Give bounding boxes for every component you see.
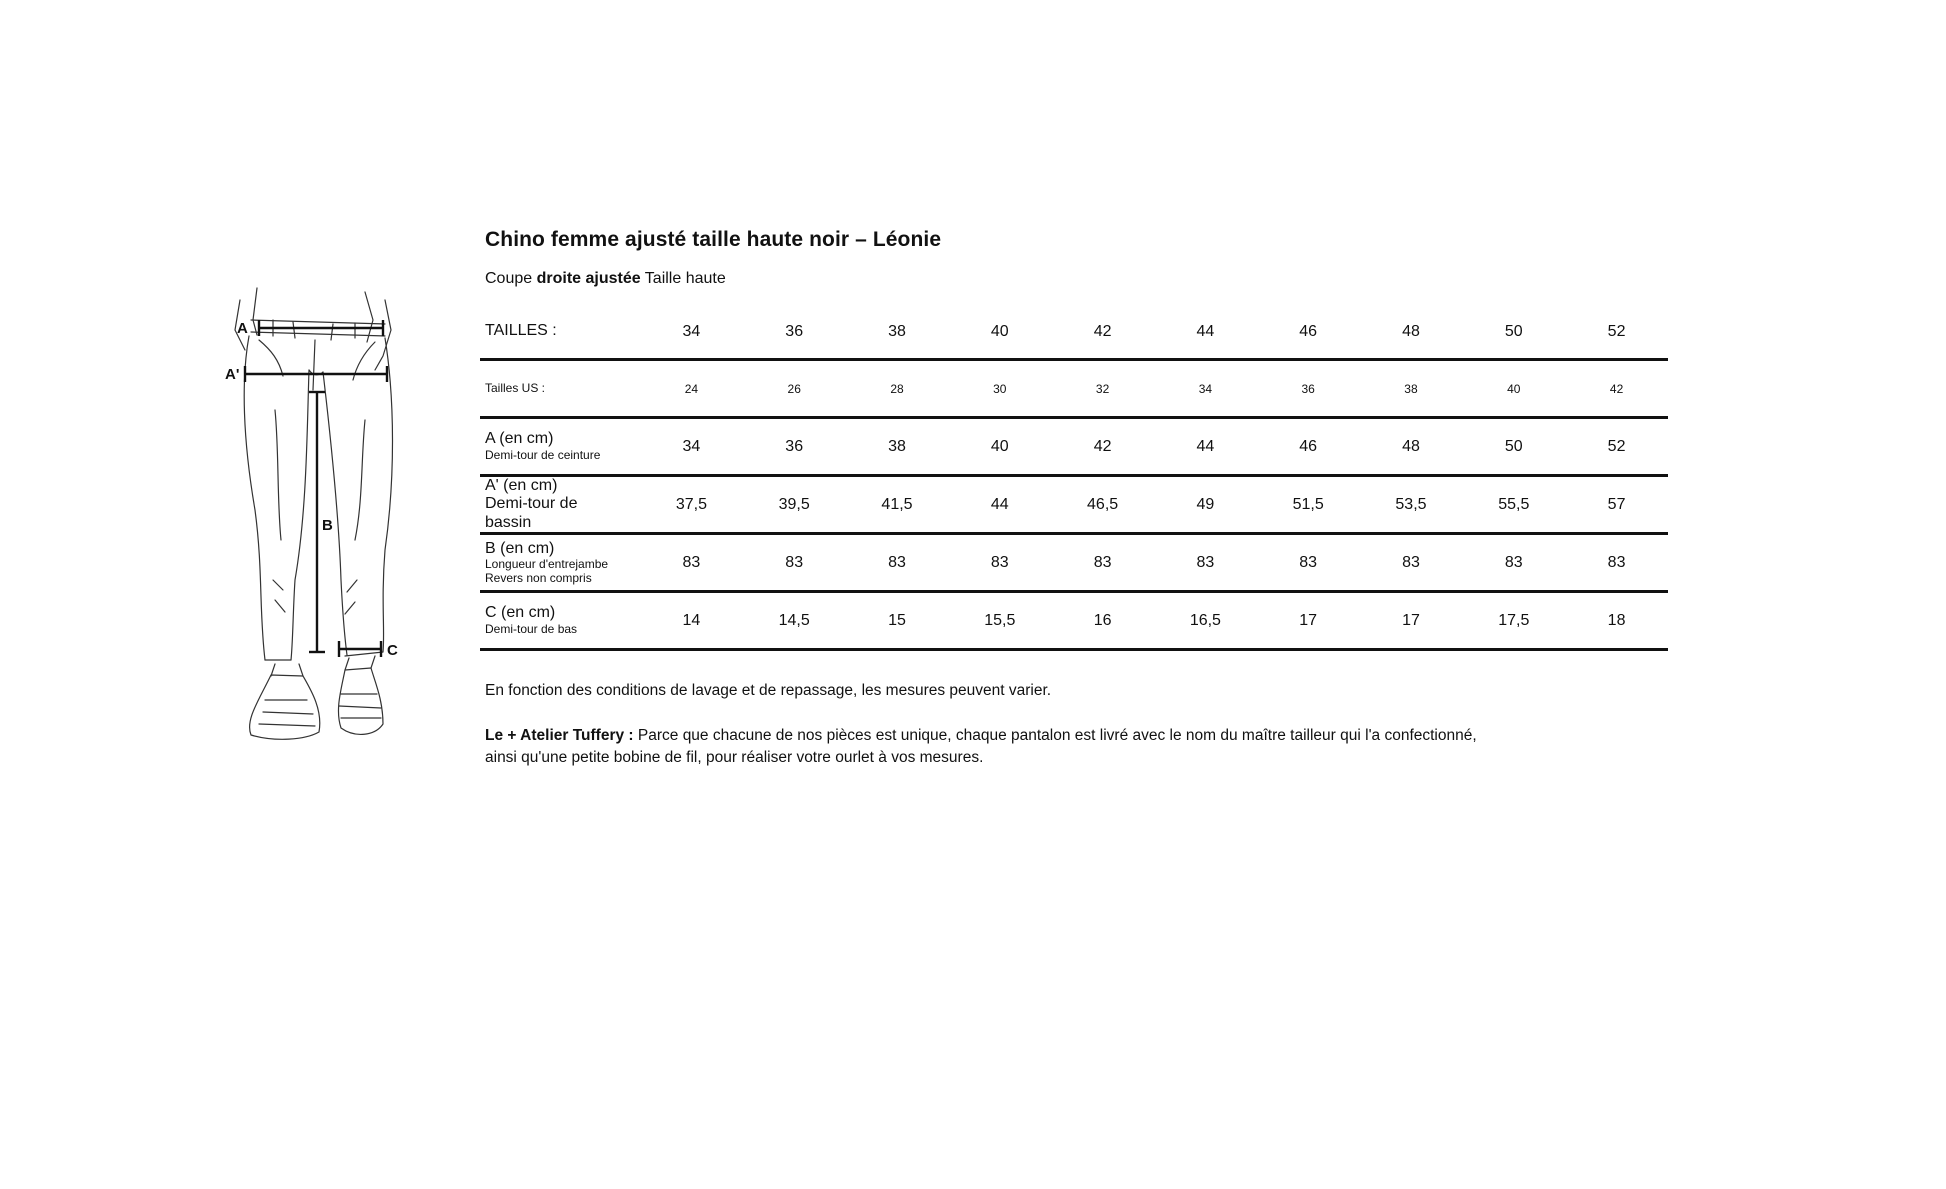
measurement-cell: 14: [682, 611, 701, 629]
size-cell: 44: [1196, 322, 1215, 340]
measurement-cell: 83: [990, 553, 1009, 571]
measurement-cell: 34: [682, 437, 701, 455]
measurement-cell: 15,5: [984, 611, 1016, 629]
size-cell: 38: [888, 322, 906, 340]
us-sizes-label: Tailles US :: [485, 380, 546, 395]
measurement-cell: 51,5: [1292, 495, 1324, 513]
us-size-cell: 30: [993, 381, 1007, 396]
measurement-cell: 14,5: [778, 611, 810, 629]
measurement-cell: 48: [1402, 437, 1420, 455]
measurement-cell: 17: [1299, 611, 1318, 629]
us-size-cell: 32: [1095, 381, 1110, 396]
product-fit-description: [485, 270, 726, 288]
measurement-cell: 53,5: [1395, 495, 1427, 513]
marker-b-label: B: [322, 517, 333, 534]
us-size-cell: 34: [1198, 381, 1213, 396]
measurement-cell: 49: [1196, 495, 1215, 513]
us-sizes-row: [480, 361, 1668, 419]
size-cell: 52: [1607, 322, 1626, 340]
measurement-cell: 15: [888, 611, 906, 629]
measurement-cell: 83: [1402, 553, 1420, 571]
measurement-cell: 36: [785, 437, 804, 455]
sizes-label: TAILLES :: [485, 322, 557, 340]
size-chart-table: [480, 305, 1668, 651]
row-label: [480, 382, 640, 396]
size-cell: 36: [785, 322, 804, 340]
size-chart-notes: [485, 680, 1505, 792]
measurement-row-a: [480, 419, 1668, 477]
fit-prefix: Coupe: [485, 270, 533, 287]
measurement-cell: 83: [682, 553, 701, 571]
measurement-cell: 55,5: [1498, 495, 1530, 513]
row-label: [480, 322, 640, 340]
us-size-cell: 42: [1609, 381, 1624, 396]
measurement-cell: 39,5: [778, 495, 810, 513]
us-size-cell: 38: [1404, 381, 1418, 396]
measurement-cell: 18: [1607, 611, 1626, 629]
atelier-note-heading: Le + Atelier Tuffery :: [485, 727, 634, 744]
washing-note: En fonction des conditions de lavage et de repassage, les mesures peuvent varier.: [485, 682, 1052, 699]
size-cell: 40: [990, 322, 1009, 340]
marker-a-prime-label: A': [225, 366, 240, 383]
measurement-row-a-prime: [480, 477, 1668, 535]
row-label: [480, 604, 640, 636]
measurement-cell: 46,5: [1087, 495, 1119, 513]
measurement-cell: 16,5: [1189, 611, 1221, 629]
us-size-cell: 28: [890, 381, 904, 396]
measurement-row-b: [480, 535, 1668, 593]
measurement-cell: 17: [1402, 611, 1420, 629]
us-size-cell: 24: [684, 381, 699, 396]
measurement-cell: 83: [1607, 553, 1626, 571]
sizes-header-row: [480, 305, 1668, 361]
trousers-illustration: [215, 280, 435, 750]
measurement-cell: 83: [785, 553, 804, 571]
measurement-cell: 83: [888, 553, 906, 571]
atelier-note-text: Parce que chacune de nos pièces est unique, chaque pantalon est livré avec le nom du maître tailleur qui l'a confectionné, ainsi qu'une petite bobine de fil, pour réaliser votre ourlet à vos mesures.: [485, 727, 1477, 766]
measurement-cell: 16: [1093, 611, 1112, 629]
us-size-cell: 26: [787, 381, 801, 396]
measurement-cell: 40: [990, 437, 1009, 455]
page-title: Chino femme ajusté taille haute noir – Léonie: [485, 228, 942, 251]
row-label: [480, 540, 640, 586]
measurement-description: bassin: [485, 513, 532, 531]
measurement-cell: 17,5: [1498, 611, 1530, 629]
marker-c-label: C: [387, 642, 398, 659]
size-cell: 50: [1504, 322, 1523, 340]
measurement-cell: 83: [1093, 553, 1112, 571]
measurement-name: A' (en cm): [485, 476, 558, 494]
measurement-cell: 37,5: [675, 495, 707, 513]
measurement-cell: 38: [888, 437, 906, 455]
measurement-name: B (en cm): [485, 539, 555, 557]
size-cell: 34: [682, 322, 701, 340]
measurement-cell: 50: [1504, 437, 1523, 455]
measurement-description: Demi-tour de ceinture: [485, 447, 601, 462]
measurement-description: Demi-tour de: [485, 495, 578, 513]
size-cell: 48: [1402, 322, 1420, 340]
row-label: [480, 477, 640, 532]
measurement-description: Longueur d'entrejambe: [485, 556, 609, 571]
us-size-cell: 36: [1301, 381, 1315, 396]
marker-a-label: A: [237, 320, 248, 337]
row-label: [480, 430, 640, 462]
measurement-cell: 83: [1196, 553, 1215, 571]
measurement-name: A (en cm): [485, 430, 554, 448]
measurement-cell: 46: [1299, 437, 1318, 455]
measurement-name: C (en cm): [485, 604, 556, 622]
measurement-cell: 42: [1093, 437, 1112, 455]
atelier-note: [485, 725, 1505, 769]
measurement-cell: 57: [1607, 495, 1626, 513]
measurement-cell: 83: [1299, 553, 1318, 571]
measurement-note: Revers non compris: [485, 570, 592, 585]
us-size-cell: 40: [1507, 381, 1521, 396]
measurement-row-c: [480, 593, 1668, 651]
measurement-cell: 44: [1196, 437, 1215, 455]
measurement-cell: 44: [990, 495, 1009, 513]
measurement-cell: 52: [1607, 437, 1626, 455]
size-cell: 46: [1299, 322, 1318, 340]
size-cell: 42: [1093, 322, 1112, 340]
measurement-cell: 83: [1504, 553, 1523, 571]
measurement-description: Demi-tour de bas: [485, 621, 578, 636]
measurement-cell: 41,5: [881, 495, 913, 513]
fit-type: droite ajustée: [536, 270, 641, 287]
fit-rise: Taille haute: [644, 270, 726, 287]
